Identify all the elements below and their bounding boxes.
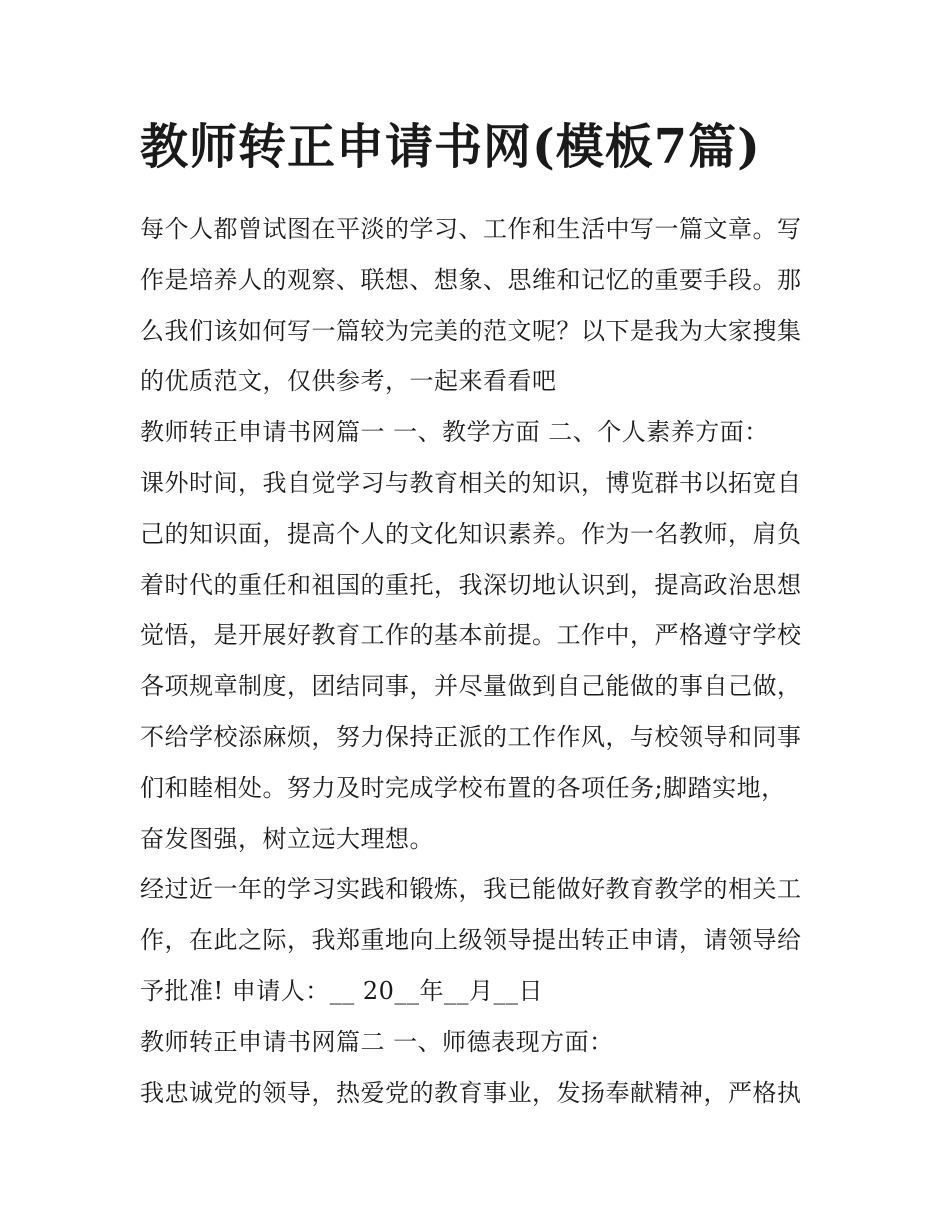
body-line: 奋发图强，树立远大理想。 [140, 824, 434, 853]
body-line: 经过近一年的学习实践和锻炼，我已能做好教育教学的相关工 [140, 875, 802, 904]
body-line: 不给学校添麻烦，努力保持正派的工作作风，与校领导和同事 [140, 722, 802, 751]
body-line: 我忠诚党的领导，热爱党的教育事业，发扬奉献精神，严格执 [140, 1078, 802, 1107]
body-line: 各项规章制度，团结同事，并尽量做到自己能做的事自己做， [140, 672, 802, 701]
document-body [140, 204, 820, 1118]
signature-line: 予批准! 申请人：__ 20__年__月__日 [140, 976, 543, 1005]
body-line: 己的知识面，提高个人的文化知识素养。作为一名教师，肩负 [140, 519, 802, 548]
section-heading-line: 教师转正申请书网篇二 一、师德表现方面： [140, 1027, 614, 1056]
body-line: 的优质范文，仅供参考，一起来看看吧 [140, 367, 557, 396]
body-line: 作是培养人的观察、联想、想象、思维和记忆的重要手段。那 [140, 265, 802, 294]
body-line: 么我们该如何写一篇较为完美的范文呢？以下是我为大家搜集 [140, 316, 802, 345]
document-title: 教师转正申请书网(模板7篇) [140, 119, 761, 175]
body-line: 作，在此之际，我郑重地向上级领导提出转正申请，请领导给 [140, 926, 802, 955]
body-line: 每个人都曾试图在平淡的学习、工作和生活中写一篇文章。写 [140, 215, 802, 243]
section-heading-line: 教师转正申请书网篇一 一、教学方面 二、个人素养方面： [140, 418, 769, 447]
body-line: 课外时间，我自觉学习与教育相关的知识，博览群书以拓宽自 [140, 468, 802, 497]
body-line: 着时代的重任和祖国的重托，我深切地认识到，提高政治思想 [140, 570, 802, 599]
body-line: 们和睦相处。努力及时完成学校布置的各项任务;脚踏实地， [140, 773, 786, 802]
body-line: 觉悟，是开展好教育工作的基本前提。工作中，严格遵守学校 [140, 621, 802, 650]
document-page [140, 112, 820, 1118]
